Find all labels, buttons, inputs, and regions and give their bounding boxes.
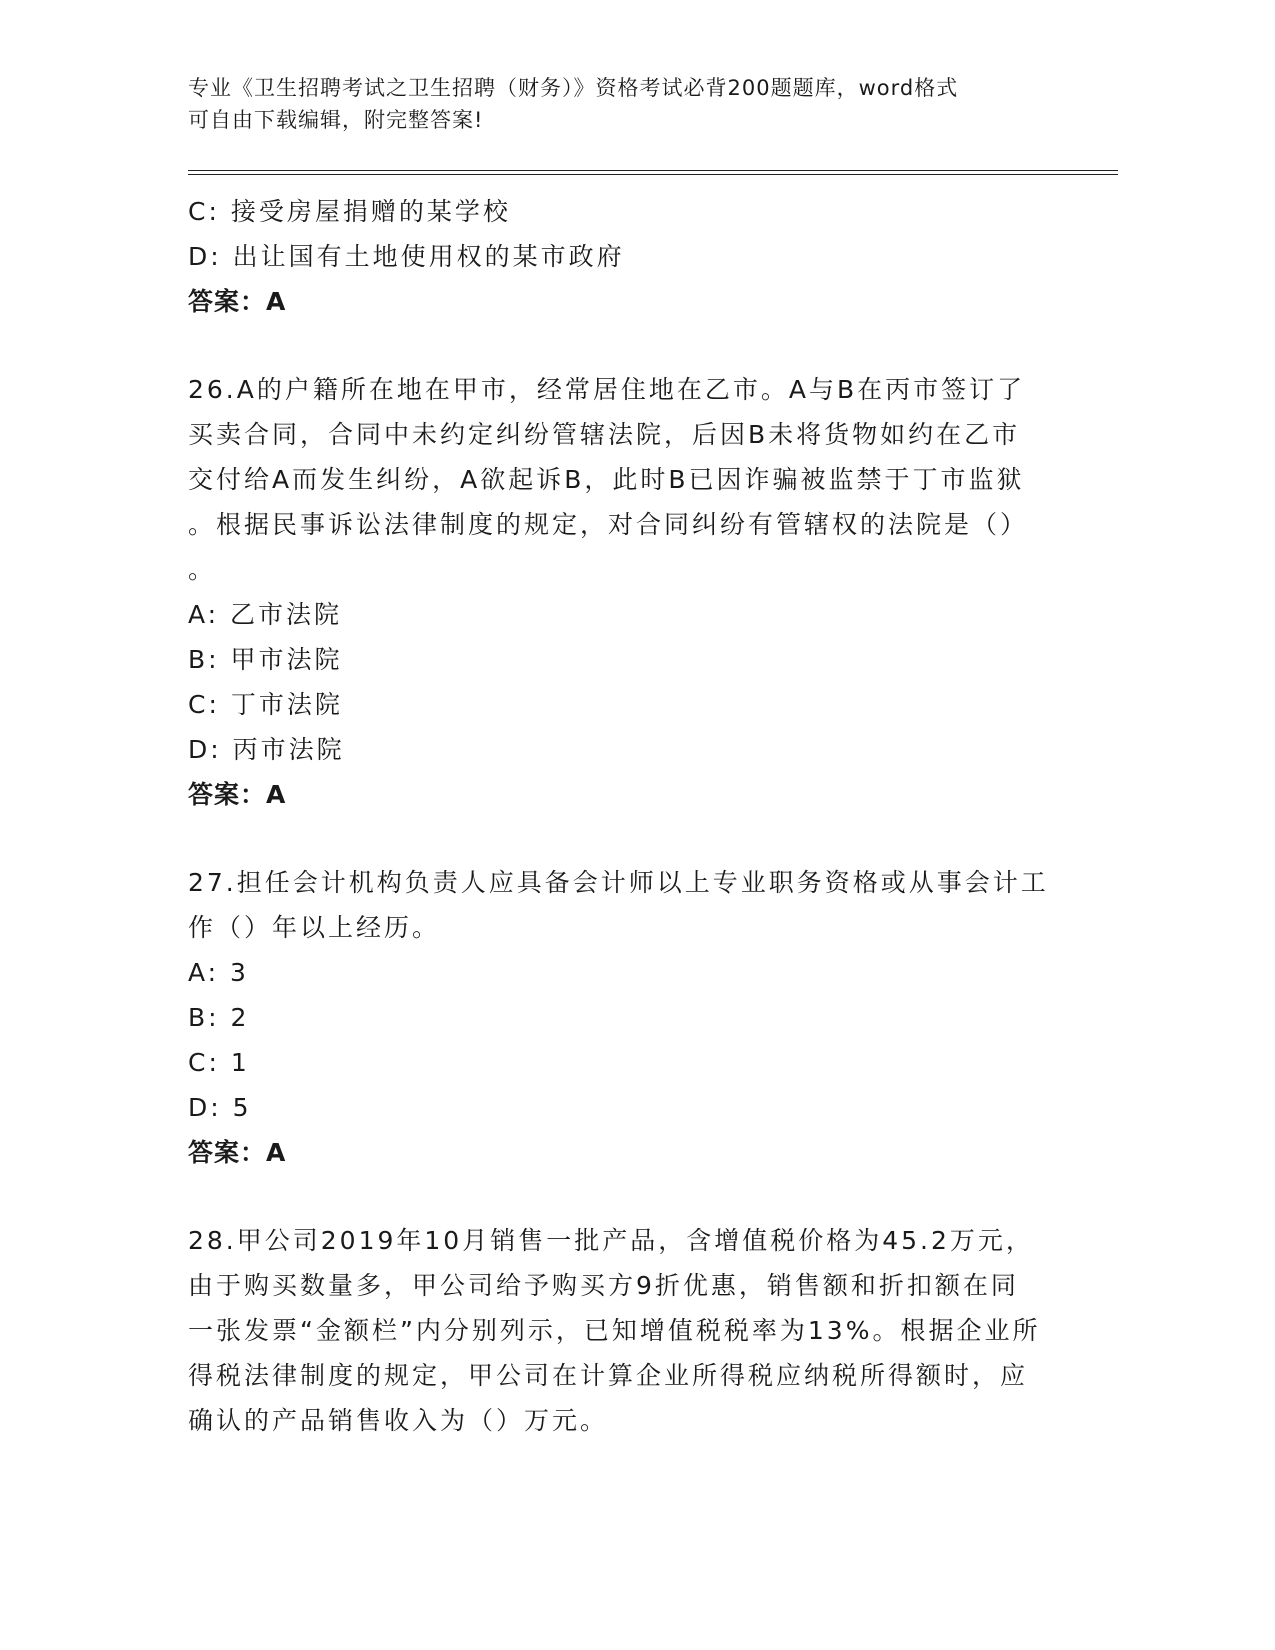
question-text-line: 作（）年以上经历。: [188, 913, 441, 942]
document-body: [188, 189, 1088, 1443]
header-rule-bottom: [188, 174, 1118, 175]
question-text-line: 。根据民事诉讼法律制度的规定，对合同纠纷有管辖权的法院是（）: [188, 510, 1029, 539]
question-text-line: 交付给A而发生纠纷，A欲起诉B，此时B已因诈骗被监禁于丁市监狱: [188, 465, 1025, 494]
answer: 答案：A: [188, 780, 287, 809]
option-b: B: 甲市法院: [188, 645, 343, 674]
question-text-line: 买卖合同，合同中未约定纠纷管辖法院，后因B未将货物如约在乙市: [188, 420, 1021, 449]
header-line-2: 可自由下载编辑，附完整答案!: [188, 108, 484, 132]
option-d: D: 5: [188, 1093, 252, 1122]
question-27: [188, 860, 1088, 1175]
option-a: A: 乙市法院: [188, 600, 343, 629]
option-b: B: 2: [188, 1003, 250, 1032]
option-c: C: 1: [188, 1048, 250, 1077]
option-d: D: 丙市法院: [188, 735, 345, 764]
answer: 答案：A: [188, 287, 287, 316]
question-text-line: 。: [188, 555, 217, 584]
question-26: [188, 367, 1088, 817]
option-d: D: 出让国有土地使用权的某市政府: [188, 242, 625, 271]
question-text-line: 26.A的户籍所在地在甲市，经常居住地在乙市。A与B在丙市签订了: [188, 375, 1026, 404]
header-rule-top: [188, 170, 1118, 171]
option-c: C: 接受房屋捐赠的某学校: [188, 197, 511, 226]
question-text-line: 确认的产品销售收入为（）万元。: [188, 1406, 609, 1435]
question-text-line: 27.担任会计机构负责人应具备会计师以上专业职务资格或从事会计工: [188, 868, 1049, 897]
document-header: [188, 72, 1088, 136]
question-text-line: 28.甲公司2019年10月销售一批产品，含增值税价格为45.2万元，: [188, 1226, 1034, 1255]
question-25-tail: [188, 189, 1088, 324]
question-text-line: 由于购买数量多，甲公司给予购买方9折优惠，销售额和折扣额在同: [188, 1271, 1019, 1300]
question-text-line: 一张发票“金额栏”内分别列示，已知增值税税率为13%。根据企业所: [188, 1316, 1041, 1345]
option-a: A: 3: [188, 958, 249, 987]
question-28: [188, 1218, 1088, 1443]
option-c: C: 丁市法院: [188, 690, 343, 719]
answer: 答案：A: [188, 1138, 287, 1167]
question-text-line: 得税法律制度的规定，甲公司在计算企业所得税应纳税所得额时，应: [188, 1361, 1029, 1390]
header-line-1: 专业《卫生招聘考试之卫生招聘（财务）》资格考试必背200题题库，word格式: [188, 76, 959, 100]
